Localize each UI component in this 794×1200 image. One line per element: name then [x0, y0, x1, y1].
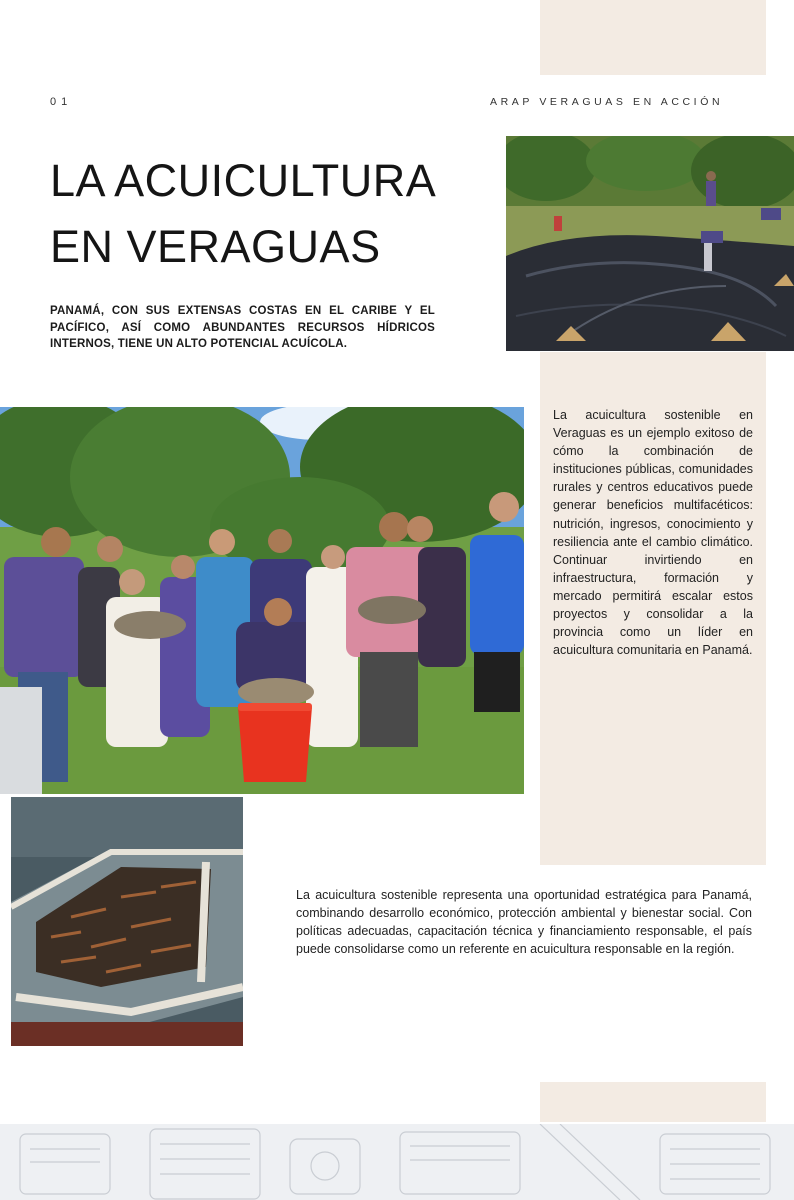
beige-panel-bottom	[540, 1082, 766, 1122]
page-title	[50, 148, 510, 280]
beige-panel-top	[540, 0, 766, 75]
body-paragraph-1: La acuicultura sostenible en Veraguas es un ejemplo exitoso de cómo la combinación de instituciones públicas, comunidades rurales y centros educativos puede generar beneficios multifacéticos: nutrición, ingresos, conocimiento y resiliencia ante el cambio climático. Continuar invirtiendo en infraestructura, formación y mercado permitirá escalar estos proyectos y consolidar a la provincia como un líder en acuicultura comunitaria en Panamá.	[553, 408, 753, 658]
page-number: 01	[50, 96, 73, 108]
footer-pattern	[0, 1124, 794, 1200]
section-header: ARAP VERAGUAS EN ACCIÓN	[490, 96, 724, 108]
pond-liner-photo	[506, 136, 794, 351]
footer-decorative-band	[0, 1124, 794, 1200]
group-with-fish-photo	[0, 407, 524, 794]
title-line-2: EN VERAGUAS	[50, 221, 381, 272]
lead-paragraph: PANAMÁ, CON SUS EXTENSAS COSTAS EN EL CARIBE Y EL PACÍFICO, ASÍ COMO ABUNDANTES RECURSOS HÍDRICOS INTERNOS, TIENE UN ALTO POTENCIAL ACUÍCOLA.	[50, 305, 435, 350]
title-line-1: LA ACUICULTURA	[50, 155, 437, 206]
fish-cage-photo	[11, 797, 243, 1046]
body-paragraph-2: La acuicultura sostenible representa una oportunidad estratégica para Panamá, combinando desarrollo económico, protección ambiental y bienestar social. Con políticas adecuadas, capacitación técnica y financiamiento responsable, el país puede consolidarse como un referente en acuicultura responsable en la región.	[296, 888, 752, 957]
